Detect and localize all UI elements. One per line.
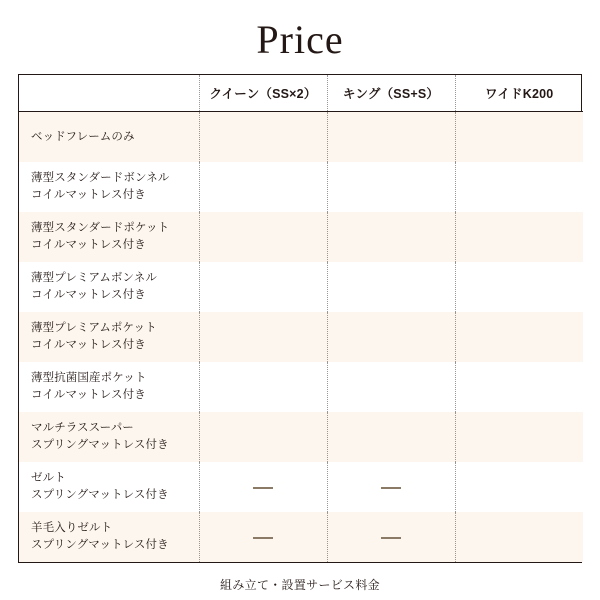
table-header-row xyxy=(19,75,583,112)
row-header xyxy=(19,212,199,262)
row-header-line: コイルマットレス付き xyxy=(31,289,146,301)
table-row xyxy=(19,112,583,163)
price-cell xyxy=(327,512,455,562)
price-cell xyxy=(455,212,583,262)
row-header-line: 薄型スタンダードポケット xyxy=(31,222,170,235)
dash-mark xyxy=(381,487,401,489)
table-corner-cell xyxy=(19,75,199,112)
dash-mark xyxy=(381,537,401,539)
dash-mark xyxy=(253,487,273,489)
table-row xyxy=(19,362,583,412)
footer-note: 組み立て・設置サービス料金 xyxy=(220,578,380,592)
table-row xyxy=(19,212,583,262)
row-header xyxy=(19,462,199,512)
row-header-line: マルチラススーパー xyxy=(31,422,134,435)
price-cell xyxy=(455,162,583,212)
column-header-widek200: ワイドK200 xyxy=(455,75,583,112)
row-header-line: スプリングマットレス付き xyxy=(31,489,169,501)
price-cell xyxy=(455,262,583,312)
price-cell xyxy=(455,112,583,163)
price-cell xyxy=(199,212,327,262)
row-header xyxy=(19,362,199,412)
price-cell xyxy=(199,112,327,163)
row-header-line: コイルマットレス付き xyxy=(31,189,146,201)
price-cell xyxy=(327,362,455,412)
price-cell xyxy=(199,462,327,512)
row-header xyxy=(19,512,199,562)
table-row xyxy=(19,462,583,512)
dash-mark xyxy=(253,537,273,539)
row-header-line: ベッドフレームのみ xyxy=(31,130,135,143)
price-cell xyxy=(327,412,455,462)
price-cell xyxy=(455,362,583,412)
row-header-line: コイルマットレス付き xyxy=(31,239,146,251)
page-title: Price xyxy=(256,17,344,62)
price-cell xyxy=(455,512,583,562)
price-cell xyxy=(199,262,327,312)
price-cell xyxy=(327,162,455,212)
row-header xyxy=(19,312,199,362)
price-table-container xyxy=(18,74,582,563)
price-cell xyxy=(455,462,583,512)
table-row xyxy=(19,162,583,212)
row-header xyxy=(19,262,199,312)
table-row xyxy=(19,512,583,562)
price-cell xyxy=(455,412,583,462)
row-header-line: コイルマットレス付き xyxy=(31,339,146,351)
price-cell xyxy=(327,212,455,262)
row-header-line: 薄型スタンダードボンネル xyxy=(31,172,170,185)
row-header-line: 薄型プレミアムボンネル xyxy=(31,272,157,285)
price-cell xyxy=(199,312,327,362)
price-cell xyxy=(199,512,327,562)
row-header-line: スプリングマットレス付き xyxy=(31,439,169,451)
row-header-line: 薄型抗菌国産ポケット xyxy=(31,372,147,385)
table-body xyxy=(19,112,583,563)
row-header-line: スプリングマットレス付き xyxy=(31,539,169,551)
price-cell xyxy=(327,462,455,512)
price-table xyxy=(19,75,583,562)
row-header-line: 薄型プレミアムポケット xyxy=(31,322,157,335)
price-cell xyxy=(199,412,327,462)
row-header xyxy=(19,112,199,163)
price-cell xyxy=(327,312,455,362)
price-cell xyxy=(199,162,327,212)
table-row xyxy=(19,262,583,312)
row-header-line: ゼルト xyxy=(31,472,66,485)
row-header-line: コイルマットレス付き xyxy=(31,389,146,401)
price-cell xyxy=(327,262,455,312)
column-header-queen: クイーン（SS×2） xyxy=(199,75,327,112)
price-cell xyxy=(327,112,455,163)
column-header-king: キング（SS+S） xyxy=(327,75,455,112)
row-header xyxy=(19,412,199,462)
price-cell xyxy=(199,362,327,412)
table-row xyxy=(19,412,583,462)
row-header xyxy=(19,162,199,212)
table-row xyxy=(19,312,583,362)
price-cell xyxy=(455,312,583,362)
table-header xyxy=(19,75,583,112)
row-header-line: 羊毛入りゼルト xyxy=(31,522,113,535)
